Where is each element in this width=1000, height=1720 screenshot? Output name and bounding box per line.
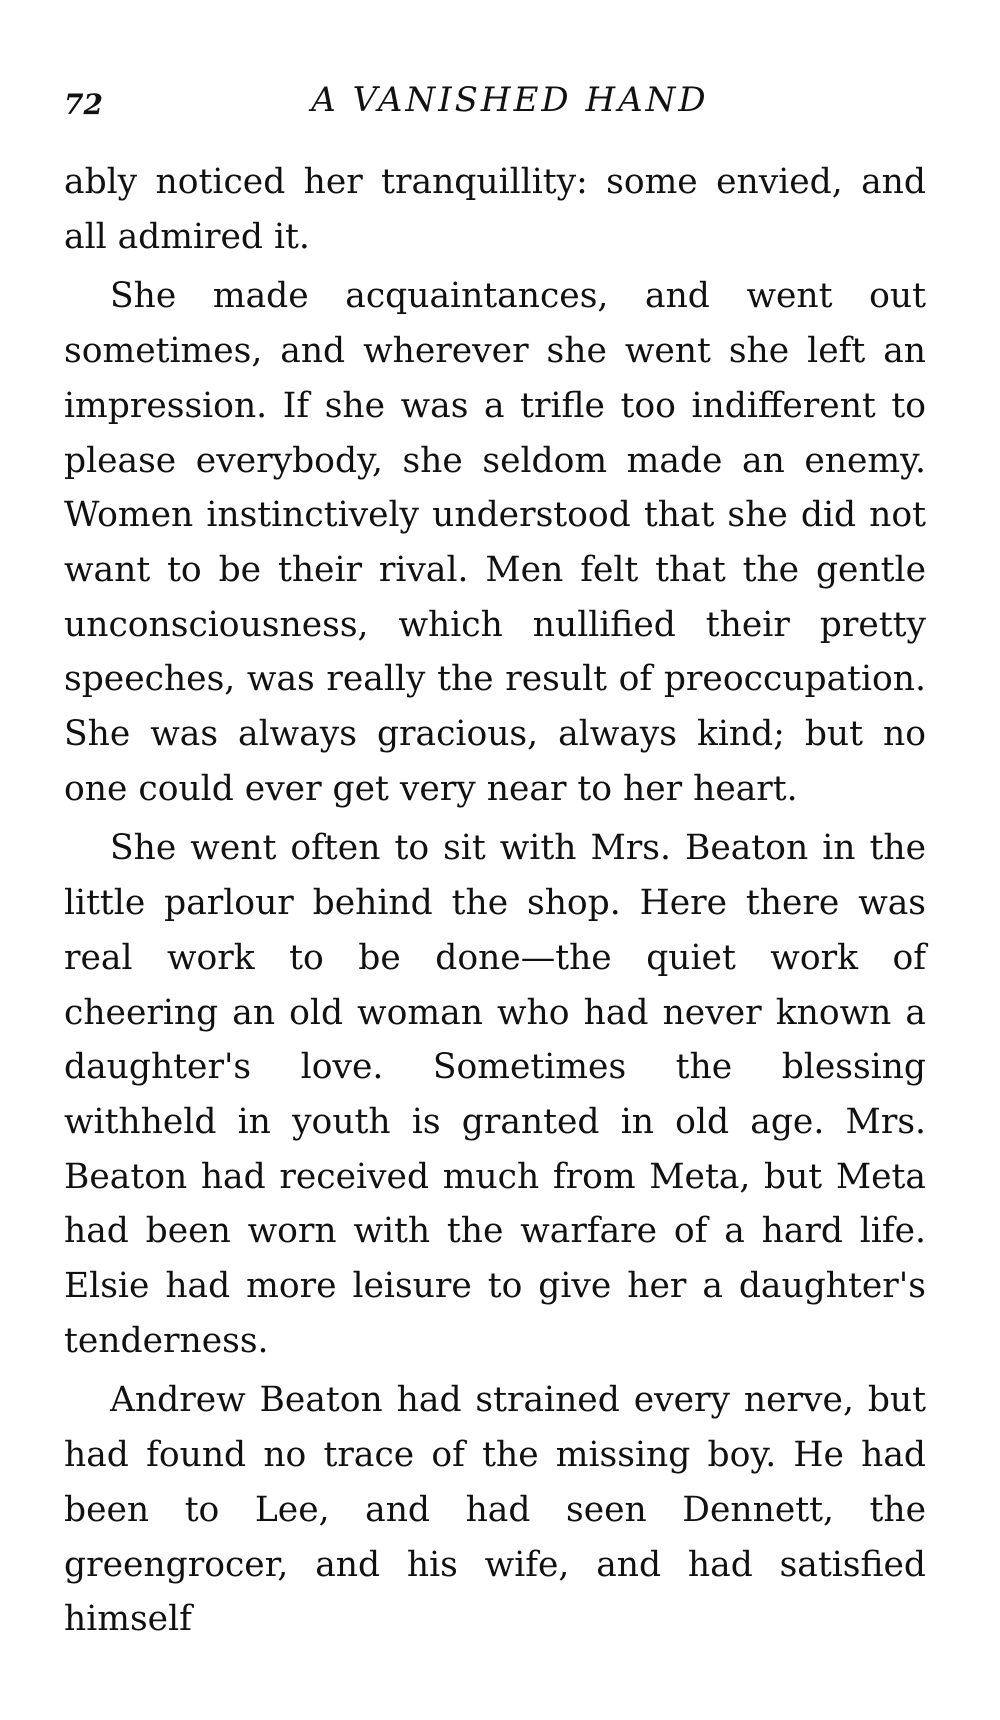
paragraph-continuation: ably noticed her tranquillity: some envied, and all admired it.: [64, 162, 926, 257]
paragraph: Andrew Beaton had strained every nerve, but had found no trace of the missing boy. He had been to Lee, and had seen Dennett, the greengrocer, and his wife, and had satisfied himself: [64, 1380, 926, 1640]
page-number: 72: [64, 88, 103, 121]
paragraph: She made acquaintances, and went out sometimes, and wherever she went she left an impression. If she was a trifle too indifferent to please everybody, she seldom made an enemy. Women instinctively understood that she did not want to be their rival. Men felt that the gentle unconsciousness, which nullified their pretty speeches, was really the result of preoccupation. She was always gracious, always kind; but no one could ever get very near to her heart.: [64, 276, 926, 809]
page-header: [64, 80, 932, 130]
paragraph: She went often to sit with Mrs. Beaton in the little parlour behind the shop. Here there was real work to be done—the quiet work of cheering an old woman who had never known a daughter's love. Sometimes the blessing withheld in youth is granted in old age. Mrs. Beaton had received much from Meta, but Meta had been worn with the warfare of a hard life. Elsie had more leisure to give her a daughter's tenderness.: [64, 828, 926, 1361]
body-text: [64, 155, 926, 1647]
running-title: A VANISHED HAND: [311, 80, 709, 120]
